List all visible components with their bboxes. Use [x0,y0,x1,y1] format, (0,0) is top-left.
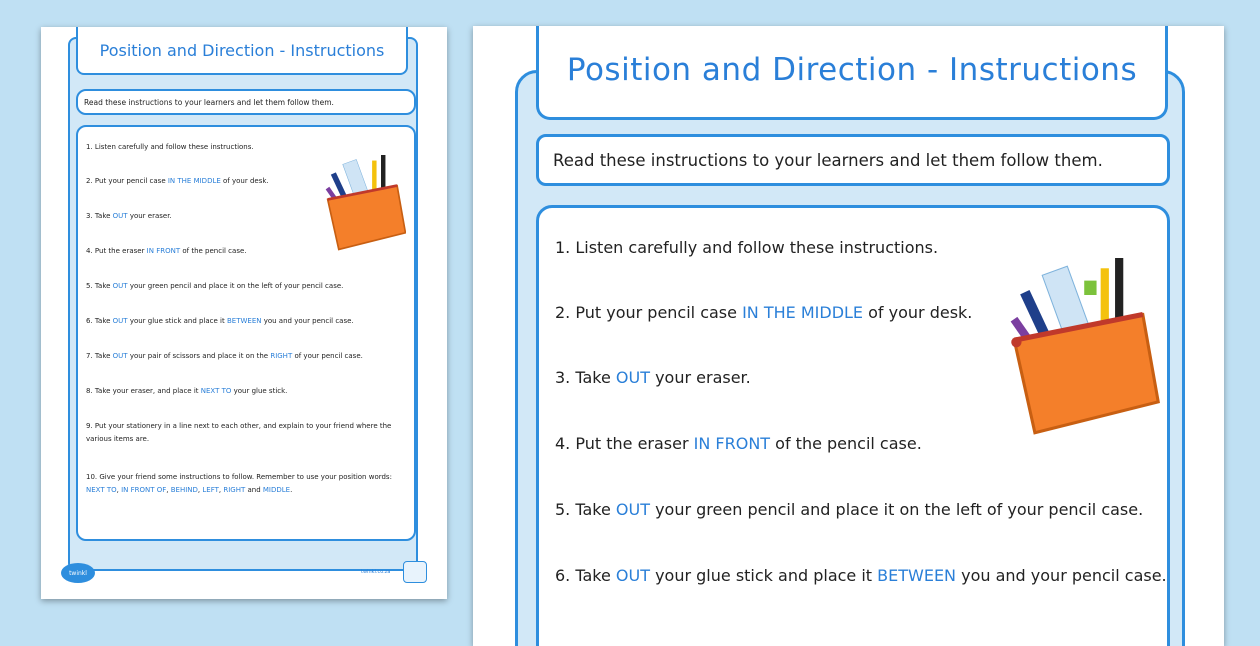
list-item: 3. Take OUT your eraser. [86,212,172,220]
instructions-box [536,205,1170,646]
title-box [536,26,1168,120]
list-item: 4. Put the eraser IN FRONT of the pencil case. [555,434,922,453]
list-item: 6. Take OUT your glue stick and place it BETWEEN you and your pencil case. [555,566,1167,585]
list-item: 8. Take your eraser, and place it NEXT TO your glue stick. [86,387,288,395]
main-sheet [473,26,1224,646]
intro-text-small: Read these instructions to your learners and let them follow them. [84,97,334,107]
twinkl-logo: twinkl [61,563,95,583]
list-item: 6. Take OUT your glue stick and place it BETWEEN you and your pencil case. [86,317,354,325]
list-item: 2. Put your pencil case IN THE MIDDLE of your desk. [555,303,973,322]
list-item: 5. Take OUT your green pencil and place it on the left of your pencil case. [86,282,344,290]
title-box-small [76,27,408,75]
list-item: 1. Listen carefully and follow these instructions. [86,143,254,151]
instructions-box-small [76,125,416,541]
intro-box-small [76,89,416,115]
footer-url: twinkl.co.za [361,569,391,575]
list-item: 4. Put the eraser IN FRONT of the pencil case. [86,247,247,255]
intro-text: Read these instructions to your learners and let them follow them. [553,150,1103,170]
footer-small [41,557,447,587]
list-item: 7. Take OUT your pair of scissors and place it on the RIGHT of your pencil case. [86,352,363,360]
page-title: Position and Direction - Instructions [566,51,1138,88]
page-title-small: Position and Direction - Instructions [99,40,385,60]
list-item: 2. Put your pencil case IN THE MIDDLE of your desk. [86,177,269,185]
badge-icon [403,561,427,583]
list-item: 1. Listen carefully and follow these instructions. [555,238,939,257]
pencil-case-icon [991,258,1161,443]
list-item: 3. Take OUT your eraser. [555,368,751,387]
preview-sheet-small [41,27,447,599]
list-item: 5. Take OUT your green pencil and place it on the left of your pencil case. [555,500,1144,519]
intro-box [536,134,1170,186]
list-item: 9. Put your stationery in a line next to each other, and explain to your friend where the various items are. [86,422,392,443]
pencil-case-icon [316,155,406,255]
list-item: 10. Give your friend some instructions to follow. Remember to use your position words: NEXT TO, IN FRONT OF, BEHIND, LEFT, RIGHT and MIDDLE. [86,473,392,494]
